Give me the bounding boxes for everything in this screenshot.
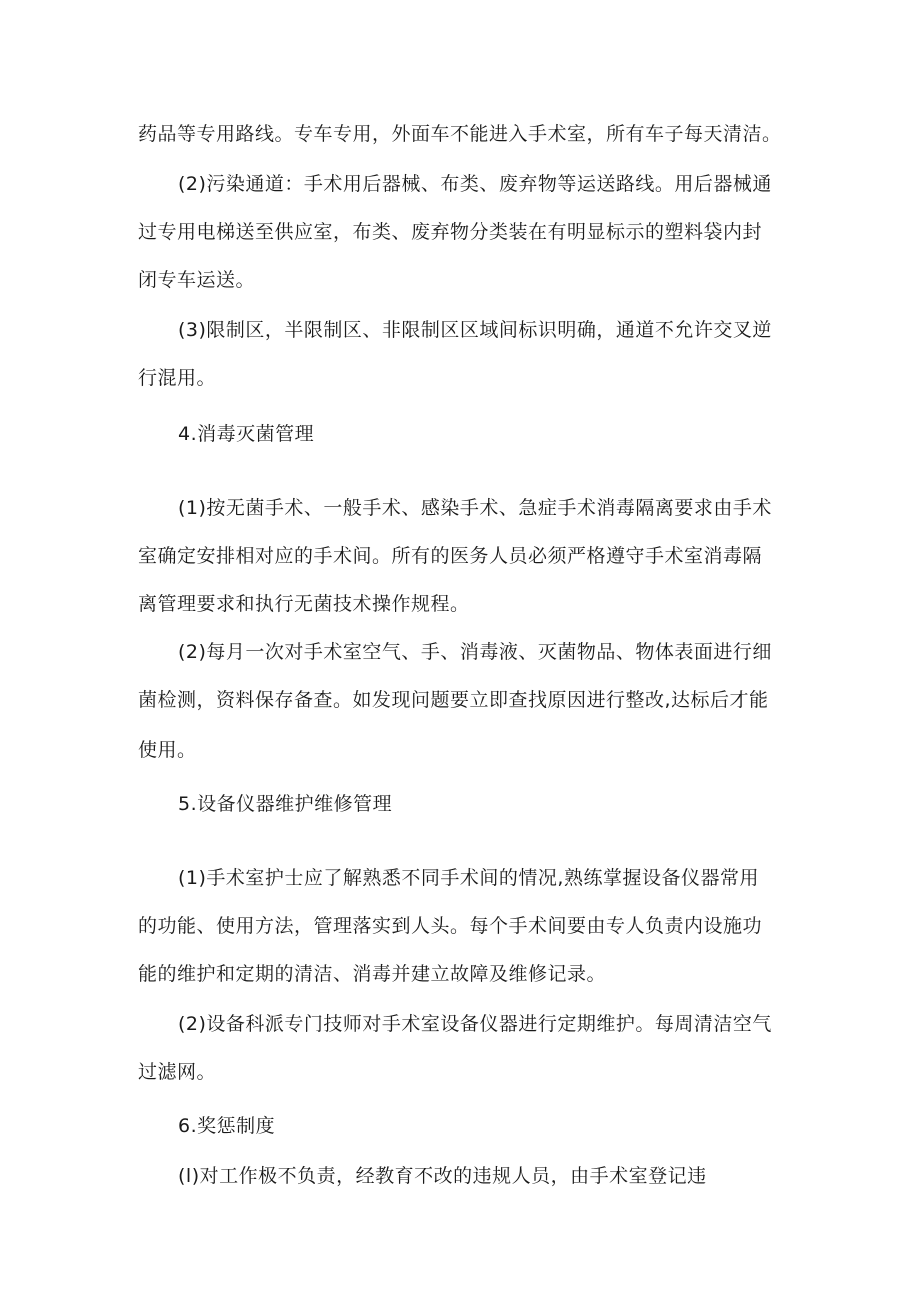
text-line: 的功能、使用方法，管理落实到人头。每个手术间要由专人负责内设施功 [138,915,763,937]
text-line: 能的维护和定期的清洁、消毒并建立故障及维修记录。 [138,963,607,985]
text-line: (2)每月一次对手术室空气、手、消毒液、灭菌物品、物体表面进行细 [178,641,772,663]
text-line: 行混用。 [138,367,217,389]
text-line: 室确定安排相对应的手术间。所有的医务人员必须严格遵守手术室消毒隔 [138,545,763,567]
text-line: 使用。 [138,739,197,761]
section-heading: 6.奖惩制度 [178,1115,276,1137]
text-line: 过专用电梯送至供应室，布类、废弃物分类装在有明显标示的塑料袋内封 [138,221,763,243]
text-line: 闭专车运送。 [138,269,256,291]
text-line: (2)污染通道：手术用后器械、布类、废弃物等运送路线。用后器械通 [178,173,772,195]
text-line: (2)设备科派专门技师对手术室设备仪器进行定期维护。每周清洁空气 [178,1013,772,1035]
section-heading: 5.设备仪器维护维修管理 [178,793,393,815]
text-line: (l)对工作极不负责，经教育不改的违规人员，由手术室登记违 [178,1165,707,1187]
text-line: (1)手术室护士应了解熟悉不同手术间的情况,熟练掌握设备仪器常用 [178,867,759,889]
text-line: 过滤网。 [138,1061,217,1083]
section-heading: 4.消毒灭菌管理 [178,423,315,445]
text-line: (1)按无菌手术、一般手术、感染手术、急症手术消毒隔离要求由手术 [178,497,772,519]
text-line: 离管理要求和执行无菌技术操作规程。 [138,593,470,615]
text-line: 药品等专用路线。专车专用，外面车不能进入手术室，所有车子每天清洁。 [138,123,782,145]
text-line: 菌检测，资料保存备查。如发现问题要立即查找原因进行整改,达标后才能 [138,689,769,711]
text-line: (3)限制区，半限制区、非限制区区域间标识明确，通道不允许交叉逆 [178,319,772,341]
